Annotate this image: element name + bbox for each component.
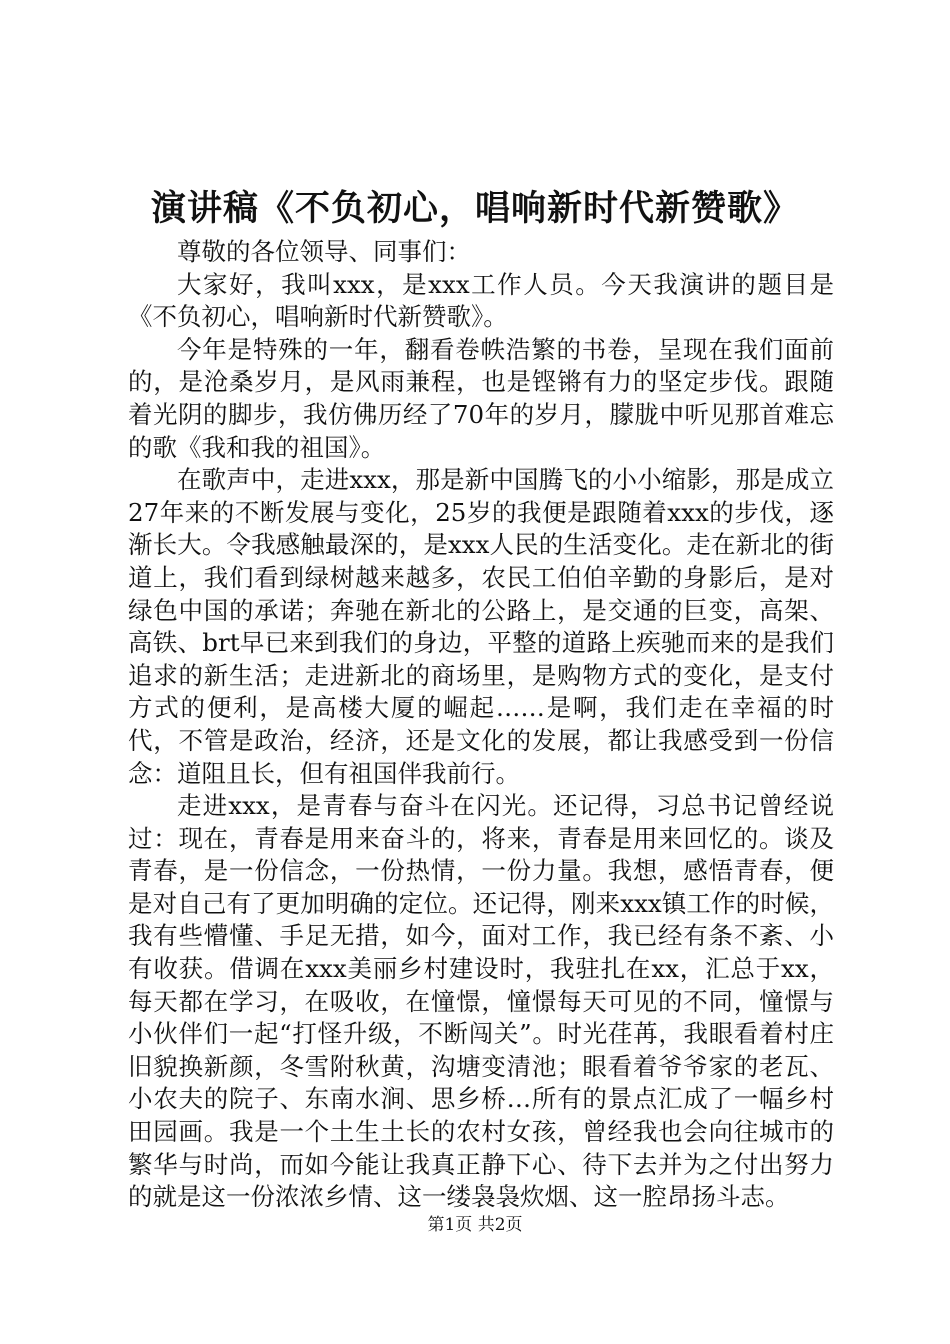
- body-paragraph: 在歌声中，走进xxx，那是新中国腾飞的小小缩影，那是成立27年来的不断发展与变化，25岁的我便是跟随着xxx的步伐，逐渐长大。令我感触最深的，是xxx人民的生活变化。走在新北的街道上，我们看到绿树越来越多，农民工伯伯辛勤的身影后，是对绿色中国的承诺；奔驰在新北的公路上，是交通的巨变，高架、高铁、brt早已来到我们的身边，平整的道路上疾驰而来的是我们追求的新生活；走进新北的商场里，是购物方式的变化，是支付方式的便利，是高楼大厦的崛起……是啊，我们走在幸福的时代，不管是政治，经济，还是文化的发展，都让我感受到一份信念：道阻且长，但有祖国伴我前行。: [128, 465, 834, 788]
- document-title: 演讲稿《不负初心，唱响新时代新赞歌》: [150, 188, 799, 229]
- body-paragraph: 今年是特殊的一年，翻看卷帙浩繁的书卷，呈现在我们面前的，是沧桑岁月，是风雨兼程，也是铿锵有力的坚定步伐。跟随着光阴的脚步，我仿佛历经了70年的岁月，朦胧中听见那首难忘的歌《我和我的祖国》。: [128, 334, 834, 462]
- document-body: [128, 236, 834, 1214]
- greeting-paragraph: 尊敬的各位领导、同事们：: [177, 237, 471, 266]
- intro-paragraph: 大家好，我叫xxx，是xxx工作人员。今天我演讲的题目是《不负初心，唱响新时代新赞歌》。: [128, 269, 834, 332]
- body-paragraph: 走进xxx，是青春与奋斗在闪光。还记得，习总书记曾经说过：现在，青春是用来奋斗的，将来，青春是用来回忆的。谈及青春，是一份信念，一份热情，一份力量。我想，感悟青春，便是对自己有了更加明确的定位。还记得，刚来xxx镇工作的时候，我有些懵懂、手足无措，如今，面对工作，我已经有条不紊、小有收获。借调在xxx美丽乡村建设时，我驻扎在xx，汇总于xx，每天都在学习，在吸收，在憧憬，憧憬每天可见的不同，憧憬与小伙伴们一起“打怪升级，不断闯关”。时光荏苒，我眼看着村庄旧貌换新颜，冬雪附秋黄，沟塘变清池；眼看着爷爷家的老瓦、小农夫的院子、东南水涧、思乡桥…所有的景点汇成了一幅乡村田园画。我是一个土生土长的农村女孩，曾经我也会向往城市的繁华与时尚，而如今能让我真正静下心、待下去并为之付出努力的就是这一份浓浓乡情、这一缕袅袅炊烟、这一腔昂扬斗志。: [128, 791, 834, 1212]
- page-number-footer: 第1页 共2页: [427, 1215, 523, 1235]
